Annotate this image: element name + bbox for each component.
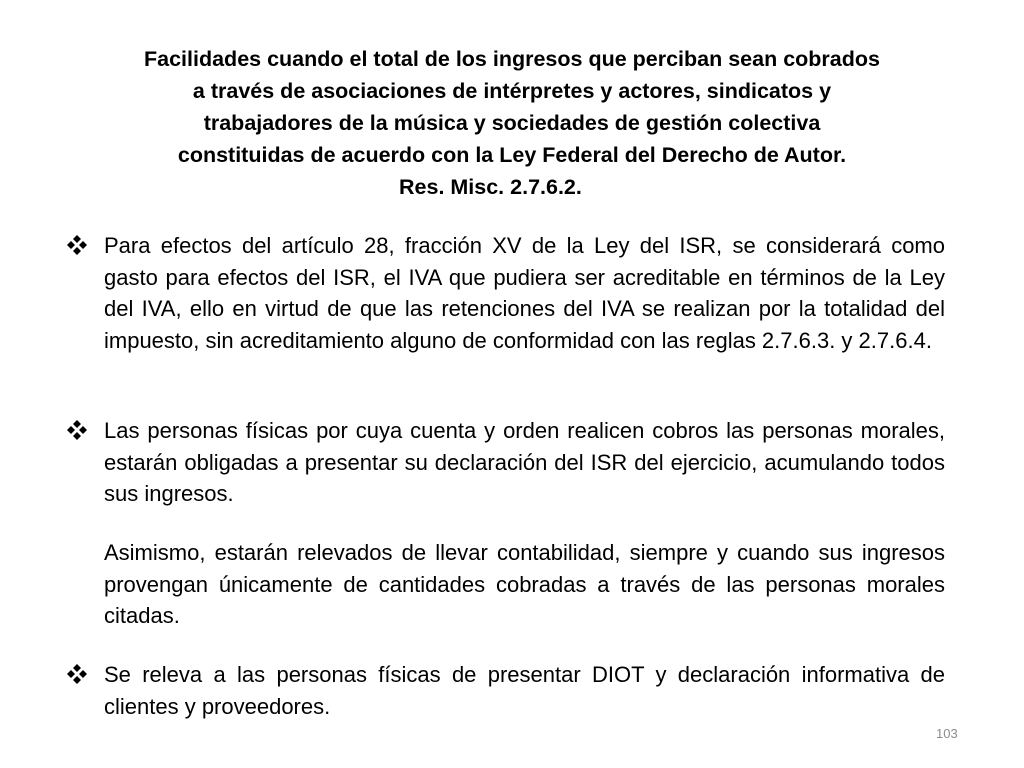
four-diamond-bullet-icon bbox=[66, 234, 88, 256]
page-number: 103 bbox=[936, 726, 958, 741]
title-line-2: a través de asociaciones de intérpretes y actores, sindicatos y bbox=[192, 79, 832, 103]
paragraph-text-1: Para efectos del artículo 28, fracción XV de la Ley del ISR, se considerará como gasto para efectos del ISR, el IVA que pudiera ser acreditable en términos de la Ley del IVA, ello en virtud de que las retenciones del IVA se realizan por la totalidad del impuesto, sin acreditamiento alguno de conformidad con las reglas 2.7.6.3. y 2.7.6.4. bbox=[104, 233, 945, 353]
four-diamond-bullet-icon bbox=[66, 663, 88, 685]
title-line-3: trabajadores de la música y sociedades de gestión colectiva bbox=[203, 111, 821, 135]
slide-title bbox=[60, 43, 964, 171]
four-diamond-bullet-icon bbox=[66, 419, 88, 441]
resolution-reference: Res. Misc. 2.7.6.2. bbox=[399, 175, 582, 199]
title-line-4: constituidas de acuerdo con la Ley Federal del Derecho de Autor. bbox=[177, 143, 847, 167]
paragraph-text-4: Se releva a las personas físicas de presentar DIOT y declaración informativa de clientes y proveedores. bbox=[104, 662, 945, 719]
paragraph-text-2: Las personas físicas por cuya cuenta y orden realicen cobros las personas morales, estarán obligadas a presentar su declaración del ISR del ejercicio, acumulando todos sus ingresos. bbox=[104, 418, 945, 506]
paragraph-text-3: Asimismo, estarán relevados de llevar contabilidad, siempre y cuando sus ingresos provengan únicamente de cantidades cobradas a través de las personas morales citadas. bbox=[104, 540, 945, 628]
title-line-1: Facilidades cuando el total de los ingresos que perciban sean cobrados bbox=[144, 47, 880, 71]
